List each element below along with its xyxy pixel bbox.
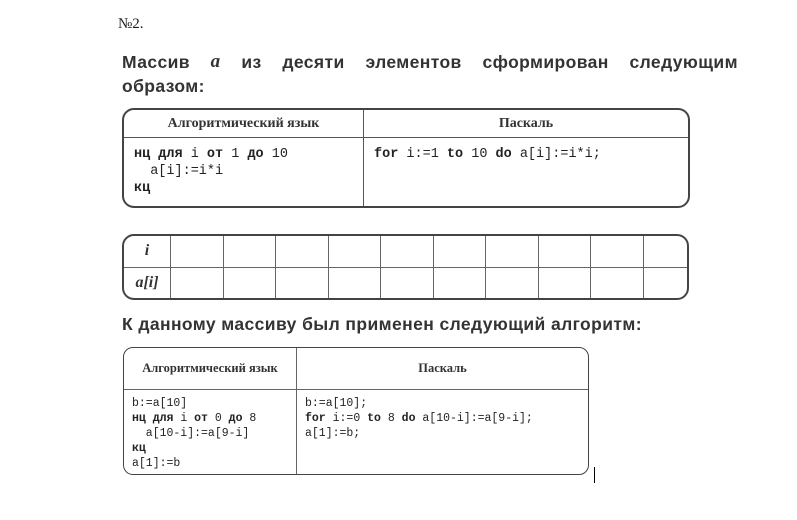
answer-cell[interactable] — [538, 236, 591, 267]
answer-cell[interactable] — [276, 267, 329, 298]
answer-cell[interactable] — [643, 267, 687, 298]
answer-cell[interactable] — [223, 267, 276, 298]
answer-cell[interactable] — [381, 267, 434, 298]
answer-cell[interactable] — [171, 267, 224, 298]
task-number: №2. — [118, 16, 144, 32]
header-pascal: Паскаль — [364, 110, 688, 138]
code-line: нц для i от 0 до 8 — [132, 412, 257, 425]
pascal-code — [364, 138, 688, 206]
code-line: a[10-i]:=a[9-i] — [132, 427, 250, 440]
answer-cell[interactable] — [538, 267, 591, 298]
intro-text — [122, 50, 742, 98]
answer-cell[interactable] — [328, 236, 381, 267]
header-algorithmic: Алгоритмический язык — [124, 348, 297, 390]
code-line: a[i]:=i*i — [134, 164, 224, 179]
code-line: b:=a[10] — [132, 397, 188, 410]
code-line: for i:=0 to 8 do a[10-i]:=a[9-i]; — [305, 412, 533, 425]
answer-cell[interactable] — [433, 236, 486, 267]
code-table-2 — [123, 347, 589, 475]
algorithmic-code — [124, 138, 364, 206]
answer-cell[interactable] — [486, 236, 539, 267]
intro-word: сформирован — [482, 52, 609, 72]
intro-word: десяти — [282, 52, 345, 72]
answer-cell[interactable] — [381, 236, 434, 267]
answer-cell[interactable] — [223, 236, 276, 267]
answer-cell[interactable] — [276, 236, 329, 267]
answer-cell[interactable] — [433, 267, 486, 298]
code-line: b:=a[10]; — [305, 397, 368, 410]
answer-cell[interactable] — [643, 236, 687, 267]
answer-cell[interactable] — [591, 267, 644, 298]
row-values — [124, 267, 687, 298]
code-line: нц для i от 1 до 10 — [134, 147, 288, 162]
array-variable: a — [210, 51, 221, 72]
code-line: for i:=1 to 10 do a[i]:=i*i; — [374, 147, 601, 162]
code-line: кц — [132, 442, 146, 455]
code-line: a[1]:=b — [132, 457, 181, 470]
row-label-i: i — [124, 236, 171, 267]
intro-word: следующим — [629, 52, 738, 72]
code-line: кц — [134, 181, 151, 196]
text-cursor — [594, 467, 595, 483]
intro-word: элементов — [365, 52, 462, 72]
header-pascal: Паскаль — [297, 348, 588, 390]
header-algorithmic: Алгоритмический язык — [124, 110, 364, 138]
algorithm-heading: К данному массиву был применен следующий алгоритм: — [122, 314, 642, 334]
answer-cell[interactable] — [486, 267, 539, 298]
answer-cell[interactable] — [328, 267, 381, 298]
row-label-ai: a[i] — [124, 267, 171, 298]
pascal-code — [297, 390, 588, 474]
intro-word: Массив — [122, 52, 190, 72]
intro-line-2: образом: — [122, 76, 205, 96]
intro-word: из — [241, 52, 262, 72]
intro-line-1 — [122, 50, 738, 74]
row-index — [124, 236, 687, 267]
algorithmic-code — [124, 390, 297, 474]
code-table-1 — [122, 108, 690, 208]
code-line: a[1]:=b; — [305, 427, 361, 440]
answer-cell[interactable] — [591, 236, 644, 267]
answer-table — [122, 234, 689, 300]
answer-cell[interactable] — [171, 236, 224, 267]
